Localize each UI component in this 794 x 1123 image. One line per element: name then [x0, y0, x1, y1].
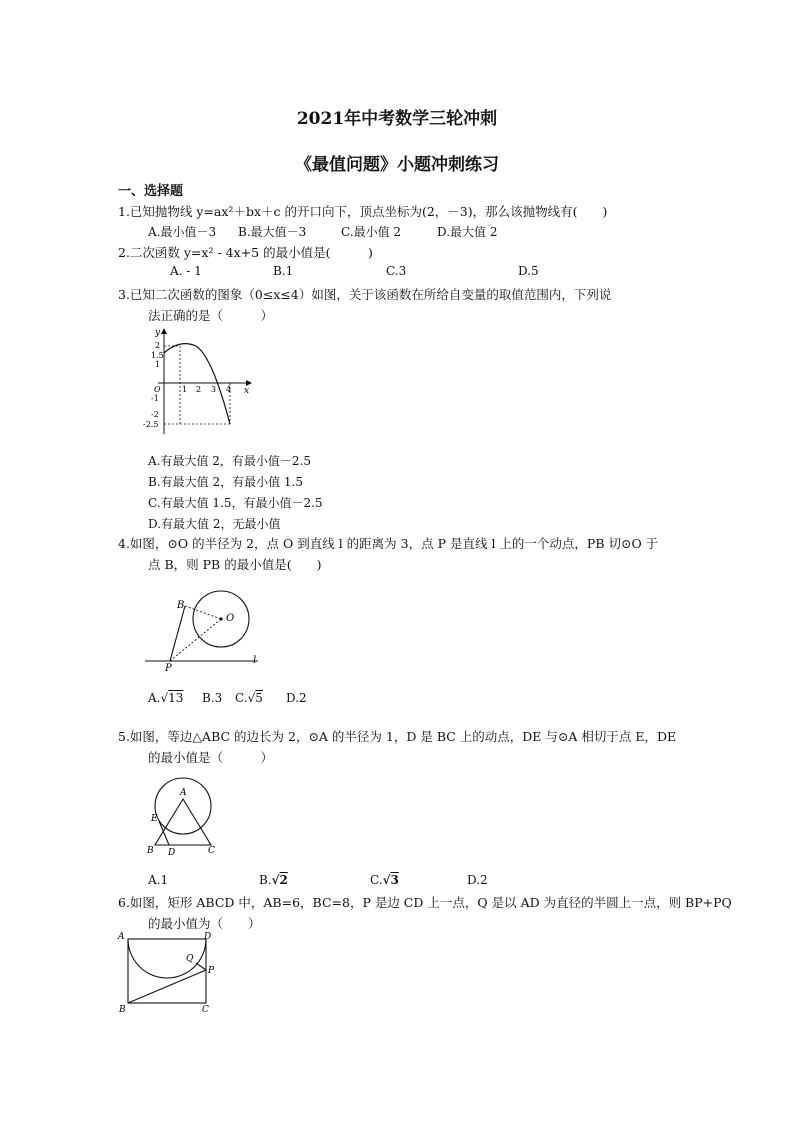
document-title: 2021年中考数学三轮冲刺 [296, 109, 498, 129]
document-subtitle: 《最值问题》小题冲刺练习 [295, 155, 499, 175]
q3-stem-line1: 3.已知二次函数的图象（0≤x≤4）如图，关于该函数在所给自变量的取值范围内，下列说 [118, 287, 612, 302]
q6-label-d: D [204, 932, 212, 942]
q5-option-b-prefix: B. [259, 873, 272, 887]
q3-y-tick-neg1: -1 [151, 394, 159, 403]
q5-option-c-prefix: C. [370, 873, 383, 887]
q2-option-d: D.5 [518, 264, 539, 278]
q4-option-d: D.2 [286, 691, 307, 705]
q4-label-o: O [226, 613, 235, 624]
q6-label-b: B [119, 1005, 126, 1014]
q4-stem-line1: 4.如图，⊙O 的半径为 2，点 O 到直线 l 的距离为 3，点 P 是直线 l 上的一个动点，PB 切⊙O 于 [118, 536, 659, 551]
q6-label-q: Q [186, 954, 194, 964]
q3-x-tick-2: 2 [196, 385, 202, 394]
sqrt-icon: √ [160, 691, 169, 705]
q5-stem-line2: 的最小值是（ ） [148, 750, 274, 765]
q1-option-a: A.最小值－3 [148, 225, 217, 239]
q4-label-p: P [165, 663, 172, 672]
q6-label-p: P [208, 966, 215, 976]
q4-option-c-radicand: 5 [255, 691, 263, 705]
q4-option-a-radicand: 13 [168, 691, 184, 705]
q4-option-c [235, 691, 263, 705]
q3-y-tick-neg2-5: -2.5 [143, 420, 159, 429]
q4-circle-tangent-figure [140, 590, 270, 672]
q4-option-c-prefix: C. [235, 691, 248, 705]
q3-y-tick-1-5: 1.5 [151, 351, 164, 360]
q3-origin-label: O [154, 385, 161, 394]
q4-option-a-prefix: A. [148, 691, 161, 705]
q4-label-b: B [177, 600, 185, 611]
q4-label-l: l [253, 655, 257, 666]
q5-stem-line1: 5.如图，等边△ABC 的边长为 2，⊙A 的半径为 1，D 是 BC 上的动点，DE 与⊙A 相切于点 E，DE [118, 729, 677, 744]
q4-option-a [148, 691, 183, 705]
q3-option-d: D.有最大值 2，无最小值 [148, 517, 281, 531]
q5-option-b-radicand: 2 [279, 873, 288, 887]
q6-label-a: A [118, 932, 125, 942]
q5-option-d: D.2 [467, 873, 488, 887]
q2-option-c: C.3 [386, 264, 407, 278]
q3-option-c: C.有最大值 1.5，有最小值－2.5 [148, 496, 323, 510]
q2-stem: 2.二次函数 y=x² - 4x+5 的最小值是( ) [118, 245, 373, 260]
q5-option-c [370, 873, 399, 887]
q3-x-tick-1: 1 [182, 385, 188, 394]
q3-y-axis-label: y [155, 328, 161, 338]
q3-option-a: A.有最大值 2，有最小值－2.5 [148, 454, 312, 468]
q3-y-tick-neg2: -2 [151, 410, 159, 419]
q3-x-tick-4: 4 [226, 385, 232, 394]
q5-label-e: E [151, 814, 158, 824]
q5-label-b: B [147, 846, 154, 856]
q6-stem-line1: 6.如图，矩形 ABCD 中，AB=6，BC=8，P 是边 CD 上一点，Q 是以 AD 为直径的半圆上一点，则 BP+PQ [118, 895, 732, 910]
q3-x-axis-label: x [244, 386, 250, 396]
q4-option-b: B.3 [202, 691, 223, 705]
q6-stem-line2: 的最小值为（ ） [148, 916, 261, 931]
q4-stem-line2: 点 B，则 PB 的最小值是( ) [148, 557, 322, 572]
q3-x-tick-3: 3 [211, 385, 217, 394]
q2-option-a: A. - 1 [170, 264, 202, 278]
q1-stem: 1.已知抛物线 y=ax²＋bx＋c 的开口向下，顶点坐标为(2，－3)，那么该抛物线有( ) [118, 204, 608, 219]
q5-triangle-circle-figure [145, 775, 225, 857]
sqrt-icon: √ [247, 691, 256, 705]
q3-y-tick-1: 1 [155, 360, 161, 369]
q2-option-b: B.1 [273, 264, 294, 278]
q1-option-c: C.最小值 2 [341, 225, 402, 239]
q5-option-a: A.1 [148, 873, 169, 887]
q3-parabola-graph [140, 326, 255, 438]
sqrt-icon: √ [271, 873, 280, 887]
q3-y-tick-2: 2 [155, 341, 161, 350]
q1-option-d: D.最大值 2 [437, 225, 498, 239]
q5-label-c: C [208, 846, 215, 856]
q1-option-b: B.最大值－3 [238, 225, 307, 239]
q5-option-b [259, 873, 288, 887]
q5-option-c-radicand: 3 [390, 873, 399, 887]
q5-label-a: A [180, 788, 187, 798]
section-heading: 一、选择题 [118, 184, 184, 199]
q5-label-d: D [168, 848, 176, 857]
q6-rectangle-semicircle-figure [116, 930, 218, 1014]
q3-option-b: B.有最大值 2，有最小值 1.5 [148, 475, 303, 489]
q6-label-c: C [202, 1005, 209, 1014]
q3-stem-line2: 法正确的是（ ） [148, 308, 274, 323]
sqrt-icon: √ [382, 873, 391, 887]
